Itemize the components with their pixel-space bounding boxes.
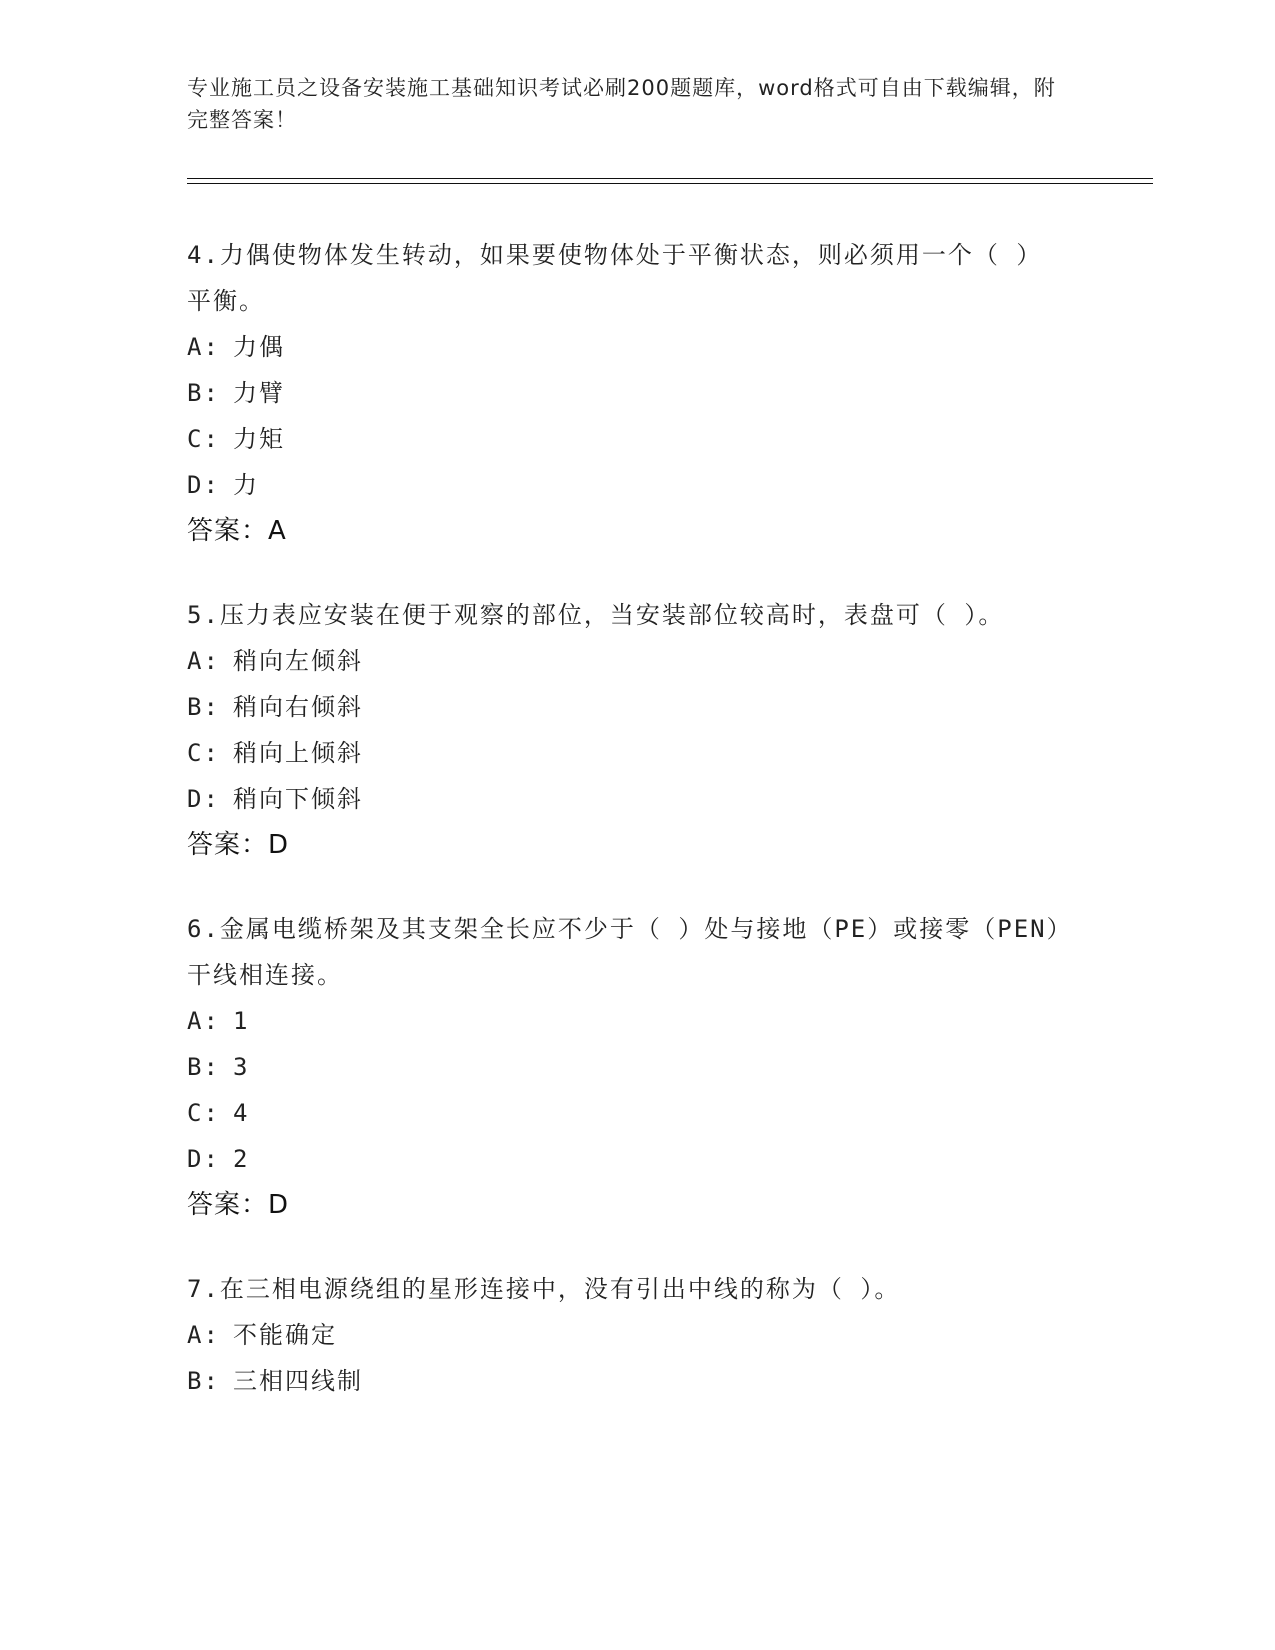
option-b bbox=[187, 1358, 1087, 1404]
option-text: 稍向下倾斜 bbox=[233, 785, 363, 813]
option-text: 稍向右倾斜 bbox=[233, 693, 363, 721]
question-text: 5.压力表应安装在便于观察的部位，当安装部位较高时，表盘可（ ）。 bbox=[187, 601, 1005, 629]
option-text: 三相四线制 bbox=[233, 1367, 363, 1395]
option-letter: D: bbox=[187, 471, 220, 499]
option-a bbox=[187, 324, 1087, 370]
option-text: 2 bbox=[233, 1145, 250, 1173]
question-text: 7.在三相电源绕组的星形连接中，没有引出中线的称为（ ）。 bbox=[187, 1275, 901, 1303]
option-text: 4 bbox=[233, 1099, 250, 1127]
option-letter: B: bbox=[187, 693, 220, 721]
option-letter: D: bbox=[187, 785, 220, 813]
option-letter: A: bbox=[187, 1007, 220, 1035]
option-letter: A: bbox=[187, 333, 220, 361]
option-letter: D: bbox=[187, 1145, 220, 1173]
header-divider-bottom bbox=[187, 183, 1153, 184]
question-text: 4.力偶使物体发生转动，如果要使物体处于平衡状态，则必须用一个（ ）平衡。 bbox=[187, 241, 1043, 315]
option-text: 稍向上倾斜 bbox=[233, 739, 363, 767]
option-d bbox=[187, 462, 1087, 508]
option-letter: C: bbox=[187, 739, 220, 767]
option-text: 3 bbox=[233, 1053, 250, 1081]
option-letter: C: bbox=[187, 1099, 220, 1127]
option-letter: B: bbox=[187, 1367, 220, 1395]
option-letter: B: bbox=[187, 1053, 220, 1081]
option-text: 不能确定 bbox=[233, 1321, 337, 1349]
option-text: 力偶 bbox=[233, 333, 285, 361]
option-a bbox=[187, 1312, 1087, 1358]
option-c bbox=[187, 416, 1087, 462]
option-letter: A: bbox=[187, 647, 220, 675]
option-b bbox=[187, 370, 1087, 416]
option-text: 力臂 bbox=[233, 379, 285, 407]
option-b bbox=[187, 1044, 1087, 1090]
option-b bbox=[187, 684, 1087, 730]
option-letter: C: bbox=[187, 425, 220, 453]
option-a bbox=[187, 638, 1087, 684]
question-6 bbox=[187, 906, 1087, 1228]
question-text: 6.金属电缆桥架及其支架全长应不少于（ ）处与接地（PE）或接零（PEN）干线相连接。 bbox=[187, 915, 1061, 989]
question-5 bbox=[187, 592, 1087, 868]
option-c bbox=[187, 730, 1087, 776]
option-c bbox=[187, 1090, 1087, 1136]
answer: 答案：A bbox=[187, 516, 287, 546]
option-letter: B: bbox=[187, 379, 220, 407]
option-text: 稍向左倾斜 bbox=[233, 647, 363, 675]
option-a bbox=[187, 998, 1087, 1044]
option-text: 力矩 bbox=[233, 425, 285, 453]
answer: 答案：D bbox=[187, 830, 290, 860]
option-text: 力 bbox=[233, 471, 259, 499]
document-header: 专业施工员之设备安装施工基础知识考试必刷200题题库，word格式可自由下载编辑，附完整答案！ bbox=[187, 76, 1056, 132]
option-d bbox=[187, 776, 1087, 822]
question-7 bbox=[187, 1266, 1087, 1404]
question-list bbox=[187, 232, 1087, 1442]
option-text: 1 bbox=[233, 1007, 250, 1035]
question-4 bbox=[187, 232, 1087, 554]
header-divider-top bbox=[187, 178, 1153, 179]
answer: 答案：D bbox=[187, 1190, 290, 1220]
option-d bbox=[187, 1136, 1087, 1182]
option-letter: A: bbox=[187, 1321, 220, 1349]
